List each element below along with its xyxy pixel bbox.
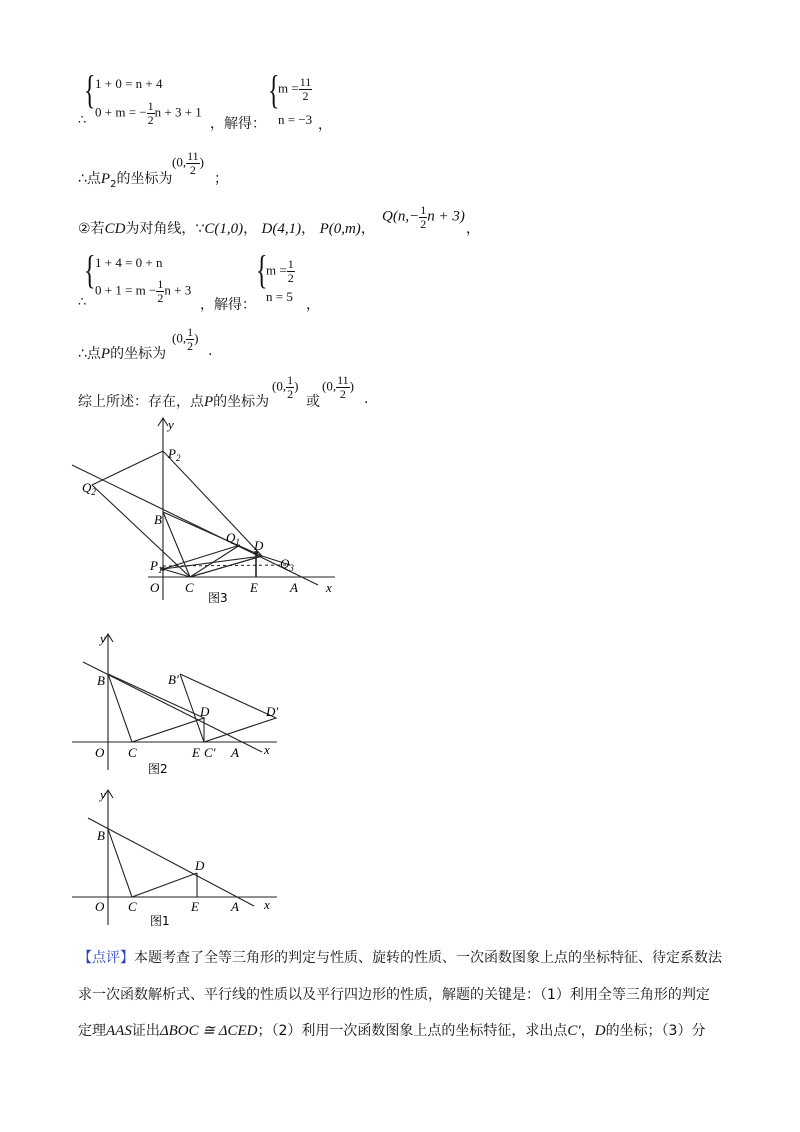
line-l — [88, 818, 254, 906]
solve-text: ，解得： — [200, 297, 256, 313]
summary-line: 综上所述：存在，点P的坐标为 — [78, 394, 270, 410]
review-line-1: 【点评】本题考查了全等三角形的判定与性质、旋转的性质、一次函数图象上点的坐标特征、待定系数法 — [78, 950, 722, 966]
review-line-3: 定理AAS证出ΔBOC ≅ ΔCED；（2）利用一次函数图象上点的坐标特征，求出点C′，D的坐标；（3）分 — [78, 1023, 706, 1039]
label-e: E — [192, 745, 200, 760]
parallelogram-q2p2dc — [92, 451, 262, 577]
label-b: B — [97, 828, 105, 843]
x-axis-label: x — [264, 742, 270, 757]
therefore-symbol: ∴ — [78, 294, 87, 309]
y-axis-label: y — [100, 631, 106, 646]
case-two-line: ②若CD为对角线，∵C(1,0)， D(4,1)， P(0,m)， — [78, 221, 375, 237]
origin-label: O — [95, 899, 105, 914]
comma: ， — [318, 117, 332, 133]
label-c: C — [185, 580, 194, 595]
label-d: D — [200, 704, 210, 719]
label-c: C — [128, 899, 137, 914]
y-axis-label: y — [100, 787, 106, 802]
label-b: B — [97, 673, 105, 688]
triangle-bcd — [108, 674, 204, 742]
label-a: A — [290, 580, 298, 595]
review-line-2: 求一次函数解析式、平行线的性质以及平行四边形的性质，解题的关键是：（1）利用全等三角形的判定 — [78, 987, 710, 1003]
figure-caption: 图3 — [208, 591, 228, 605]
left-brace: { — [256, 247, 268, 292]
origin-label: O — [150, 580, 160, 595]
review-tag: 【点评】 — [78, 950, 134, 966]
segment-bd — [163, 512, 262, 556]
label-a: A — [231, 745, 239, 760]
q-point: Q(n,− $\frac{1}{2}$ n + 3) — [382, 203, 465, 231]
x-axis-label: x — [326, 580, 332, 595]
label-b: B — [154, 512, 162, 527]
period: . — [364, 391, 369, 407]
coordinate: (0, $\frac{1}{2}$ ) — [172, 325, 199, 353]
triangle-bpcpdp — [180, 674, 279, 742]
label-cprime: C′ — [204, 745, 216, 760]
label-c: C — [128, 745, 137, 760]
solution-m: m = $\frac{1}{2}$ — [266, 257, 294, 285]
left-brace: { — [84, 67, 96, 112]
label-e: E — [250, 580, 258, 595]
period: . — [208, 343, 213, 359]
solution-n: n = −3 — [278, 112, 313, 127]
comma: ， — [306, 297, 320, 313]
segment-cd — [190, 556, 262, 577]
label-p1: $P_1$ — [150, 558, 163, 575]
label-d: D — [195, 858, 205, 873]
y-axis-label: y — [168, 417, 174, 432]
comma: ， — [466, 221, 480, 237]
segments-bcd — [108, 829, 197, 897]
equation-line: 1 + 0 = n + 4 — [95, 76, 163, 91]
result-line: ∴点$P_2$的坐标为 — [78, 171, 173, 190]
or-text: 或 — [306, 394, 320, 410]
label-bprime: B′ — [168, 672, 179, 687]
label-q2: $Q_2$ — [82, 480, 96, 497]
solution-m: m = $\frac{11}{2}$ — [278, 75, 312, 103]
therefore-symbol: ∴ — [78, 112, 87, 127]
result-line: ∴点P的坐标为 — [78, 346, 167, 362]
figure-caption: 图1 — [150, 914, 170, 928]
coordinate: (0, $\frac{1}{2}$ ) — [272, 373, 299, 401]
label-e: E — [191, 899, 199, 914]
x-axis-label: x — [264, 897, 270, 912]
label-dprime: D′ — [266, 704, 279, 719]
figure-caption: 图2 — [148, 762, 168, 776]
origin-label: O — [95, 745, 105, 760]
coordinate: (0, $\frac{11}{2}$ ) — [322, 373, 354, 401]
equation-line: 0 + 1 = m − $\frac{1}{2}$ n + 3 — [95, 277, 192, 305]
coordinate: (0, $\frac{11}{2}$ ) — [172, 149, 204, 177]
label-q3: $Q_3$ — [280, 556, 294, 573]
solution-n: n = 5 — [266, 289, 293, 304]
label-a: A — [231, 899, 239, 914]
label-q1: $Q_1$ — [226, 530, 240, 547]
equation-line: 0 + m = − $\frac{1}{2}$ n + 3 + 1 — [95, 99, 202, 127]
label-d: D — [254, 538, 264, 553]
segment-cq1 — [190, 545, 240, 577]
left-brace: { — [268, 67, 280, 112]
left-brace: { — [84, 247, 96, 292]
semicolon: ； — [214, 171, 228, 187]
equation-line: 1 + 4 = 0 + n — [95, 255, 163, 270]
label-p2: $P_2$ — [168, 446, 181, 463]
solve-text: ，解得： — [210, 116, 266, 132]
